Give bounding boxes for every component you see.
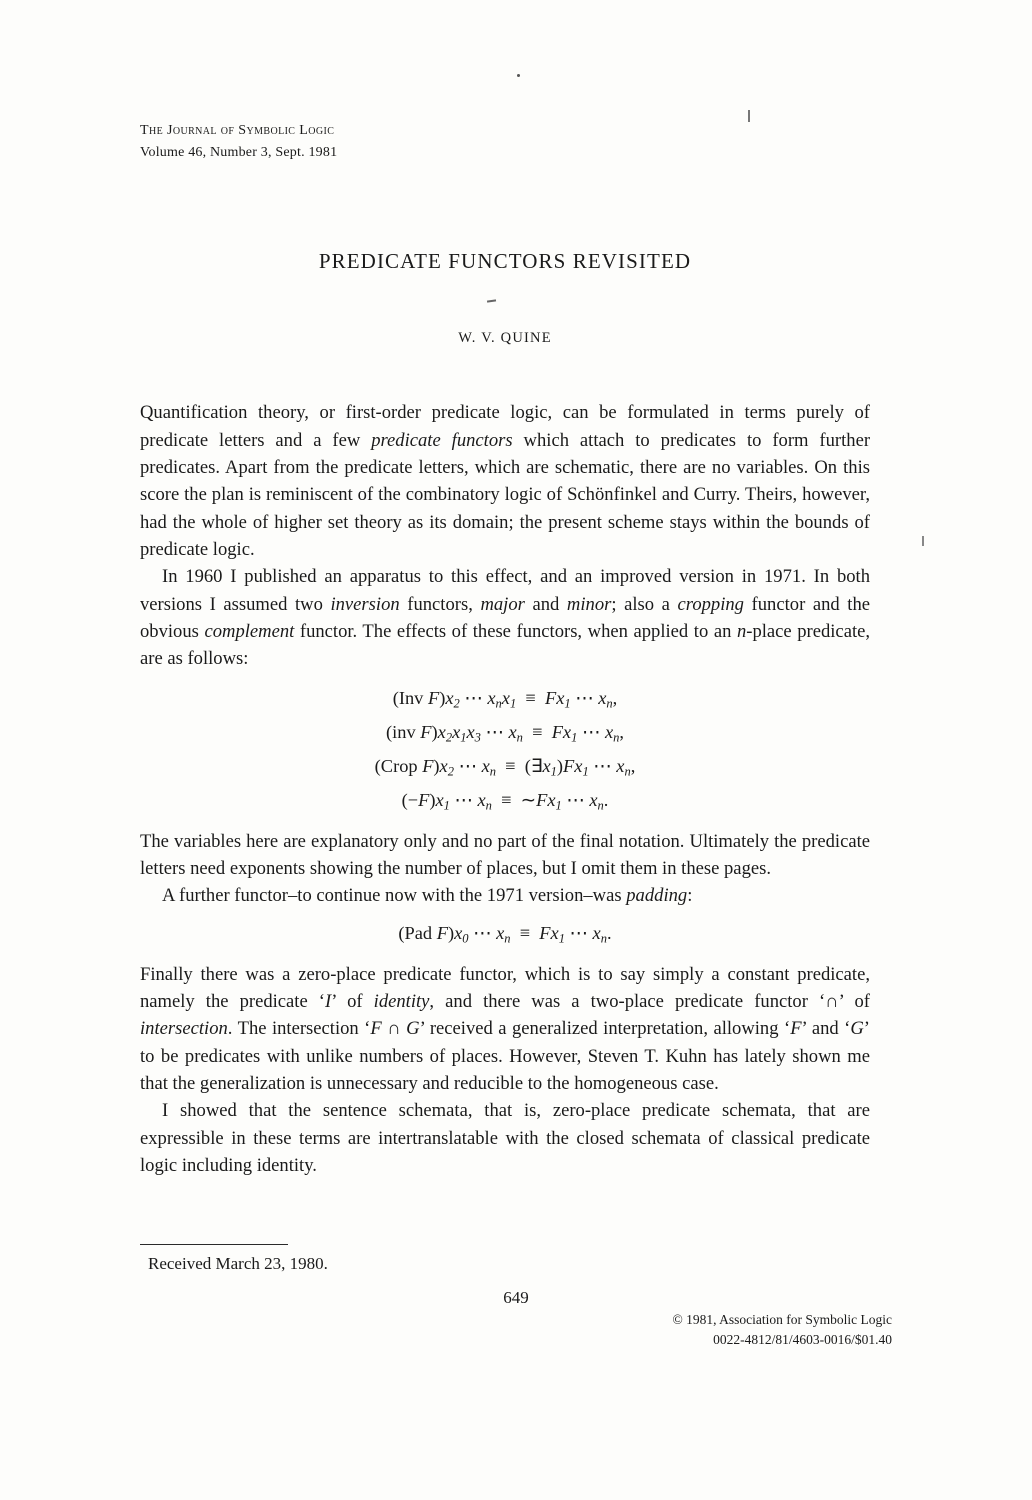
p2-italic-cropping: cropping	[677, 593, 744, 615]
p5-italic-G2: G	[850, 1018, 864, 1040]
page-content	[140, 120, 870, 1179]
p4-italic-padding: padding	[626, 885, 688, 907]
p5-d: ’ of	[838, 991, 870, 1013]
p5-f: ∩	[381, 1018, 407, 1040]
p5-italic-identity: identity	[373, 991, 430, 1013]
paragraph-2	[140, 563, 870, 672]
p5-g: ’ received a generalized interpretation, allowing ‘	[419, 1018, 791, 1040]
scan-speck-top	[517, 74, 520, 77]
p2-italic-complement: complement	[204, 621, 295, 642]
p4-a: A further functor–to continue now with the 1971 version–was	[162, 885, 627, 907]
footnote-rule	[140, 1244, 288, 1245]
p5-c: , and there was a two-place predicate functor ‘	[429, 991, 826, 1013]
journal-name: The Journal of Symbolic Logic	[140, 123, 335, 138]
p2-a: In 1960 I published an apparatus to this effect, and an improved version in 1971. In both versions I assumed two	[140, 566, 870, 615]
p5-e: . The intersection ‘	[227, 1018, 371, 1040]
p5-b: ’ of	[331, 991, 374, 1013]
p5-a: Finally there was a zero-place predicate functor, which is to say simply a constant predicate, namely the predicate ‘	[140, 963, 870, 1013]
p2-g: -place predicate, are as follows:	[140, 621, 871, 670]
copyright-line-2: 0022-4812/81/4603-0016/$01.40	[713, 1332, 892, 1348]
formula-group-2	[140, 924, 870, 945]
formula-pad: (Pad $F)x_0$ ⋯ $x_n \equiv Fx_1$ ⋯ $x_n$.	[398, 922, 612, 946]
p2-c: and	[524, 593, 567, 615]
p4-b: :	[687, 885, 693, 907]
p5-j: ’ to be predicates with unlike numbers of places. However, Steven T. Kuhn has lately shown me that the generalization is unnecessary and reducible to the homogeneous case.	[140, 1018, 870, 1095]
p1-italic-predicate-functors: predicate functors	[371, 429, 513, 451]
paragraph-6: I showed that the sentence schemata, that is, zero-place predicate schemata, that are expressible in these terms are intertranslatable with the closed schemata of classical predicate logic including identity.	[140, 1100, 870, 1177]
p1-part-b: which attach to predicates to form further predicates. Apart from the predicate letters, which are schematic, there are no variables. On this score the plan is reminiscent of the combinatory logic of Schönfinkel and Curry. Theirs, however, had the whole of higher set theory as its domain; the present scheme stays within the bounds of predicate logic.	[140, 429, 871, 561]
intersection-symbol: ∩	[825, 991, 839, 1013]
paragraph-4	[140, 882, 870, 909]
page-title: PREDICATE FUNCTORS REVISITED	[318, 249, 692, 274]
received-date: Received March 23, 1980.	[148, 1254, 328, 1273]
p5-italic-F2: F	[790, 1018, 802, 1040]
p5-italic-I: I	[325, 991, 332, 1013]
journal-header	[140, 120, 870, 163]
scan-mark-right-middle	[922, 536, 924, 546]
formula-inv-minor: (inv $F)x_2x_1x_3$ ⋯ $x_n \equiv Fx_1$ ⋯ $x_n$,	[386, 721, 624, 745]
p5-italic-F1: F	[370, 1018, 382, 1040]
copyright-line-1: © 1981, Association for Symbolic Logic	[672, 1312, 892, 1327]
formula-inv-major: (Inv $F)x_2$ ⋯ $x_nx_1 \equiv Fx_1$ ⋯ $x_n$,	[392, 687, 618, 711]
formula-group-1	[140, 689, 870, 812]
paragraph-3: The variables here are explanatory only and no part of the final notation. Ultimately the predicate letters need exponents showing the number of places, but I omit them in these pages.	[140, 830, 870, 880]
formula-crop: (Crop $F)x_2$ ⋯ $x_n$ ≡ $(\exists x_1)Fx_1$ ⋯ $x_n$,	[374, 755, 636, 779]
paragraph-5	[140, 961, 870, 1098]
paragraph-1	[140, 399, 870, 563]
p2-d: ; also a	[611, 593, 678, 615]
page-number: 649	[503, 1288, 529, 1307]
p1-part-a: Quantification theory, or first-order predicate logic, can be formulated in terms purely of predicate letters and a few	[140, 402, 870, 451]
formula-complement: $(-F)x_1$ ⋯ $x_n$ ≡ $\sim Fx_1$ ⋯ $x_n$.	[401, 789, 609, 813]
p2-b: functors,	[399, 593, 481, 615]
p2-e: functor and the obvious	[140, 593, 871, 642]
p2-italic-major: major	[480, 593, 525, 615]
p2-f: functor. The effects of these functors, when applied to an	[294, 621, 737, 642]
journal-volume-line: Volume 46, Number 3, Sept. 1981	[140, 144, 338, 160]
p2-italic-inversion: inversion	[330, 593, 400, 615]
copyright-block	[673, 1310, 893, 1351]
author-name: W. V. QUINE	[458, 330, 552, 347]
p5-italic-G1: G	[406, 1018, 420, 1040]
p5-h: ’ and ‘	[801, 1018, 851, 1040]
p2-italic-n: n	[736, 621, 747, 642]
p5-italic-intersection: intersection	[140, 1018, 228, 1040]
p2-italic-minor: minor	[566, 593, 612, 615]
article-body	[140, 399, 870, 1179]
